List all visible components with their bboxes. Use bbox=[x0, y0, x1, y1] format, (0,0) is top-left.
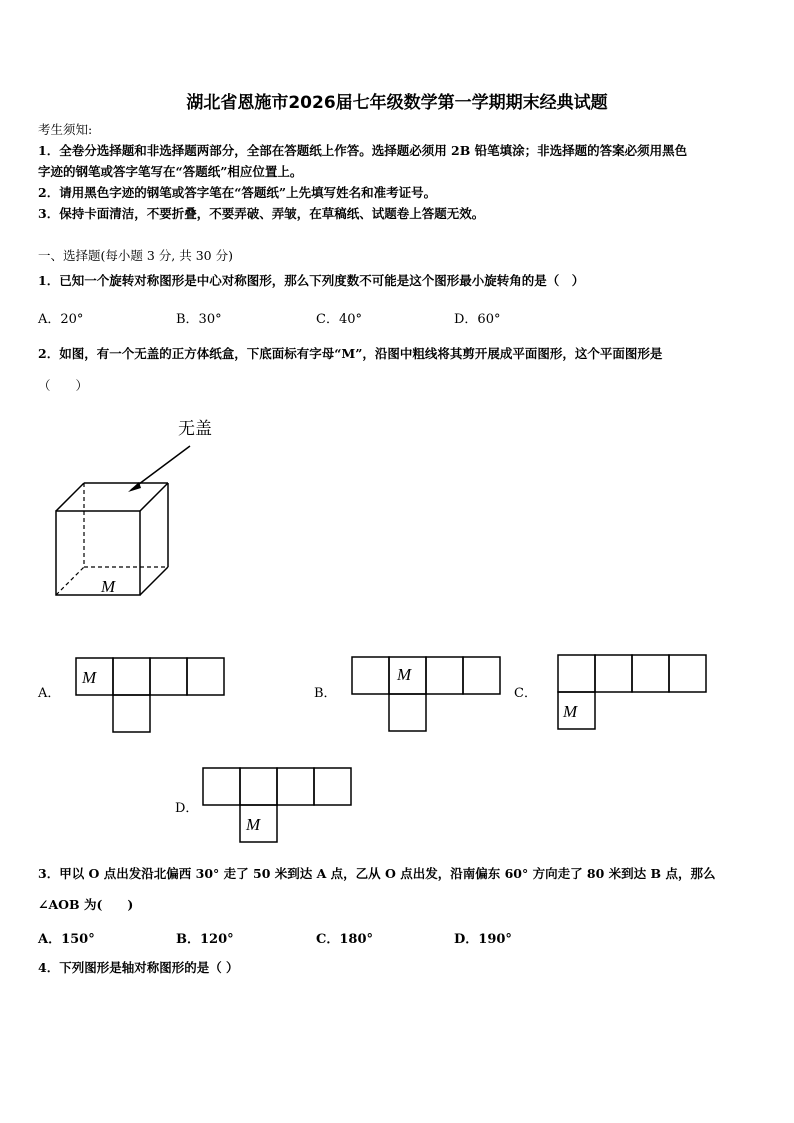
q2-option-a-letter: A． bbox=[38, 686, 61, 701]
cube-edge bbox=[140, 567, 168, 595]
net-m-label: M bbox=[82, 668, 97, 687]
net-cell bbox=[389, 694, 426, 731]
question-2-paren: （ ） bbox=[38, 378, 89, 393]
question-3-line-2: ∠AOB 为( ) bbox=[38, 897, 134, 912]
q1-option-c: C．40° bbox=[316, 312, 362, 327]
question-2-text: 2．如图，有一个无盖的正方体纸盒，下底面标有字母“M”，沿图中粗线将其剪开展成平面图形，这个平面图形是 bbox=[38, 346, 663, 361]
net-m-label: M bbox=[397, 665, 412, 684]
net-m-label: M bbox=[563, 702, 578, 721]
question-4-text: 4．下列图形是轴对称图形的是（ ） bbox=[38, 960, 239, 975]
notice-item-1-cont: 字迹的钢笔或答字笔写在“答题纸”相应位置上。 bbox=[38, 164, 303, 179]
net-cell bbox=[595, 655, 632, 692]
q2-option-d-letter: D． bbox=[175, 801, 199, 816]
q2-option-a-net bbox=[75, 657, 227, 737]
q3-option-d: D．190° bbox=[454, 932, 512, 947]
q2-option-b-letter: B． bbox=[314, 686, 337, 701]
q2-option-c-letter: C． bbox=[514, 686, 537, 701]
cube-edge bbox=[140, 483, 168, 511]
q2-option-b-net bbox=[351, 656, 503, 736]
question-1-text: 1．已知一个旋转对称图形是中心对称图形，那么下列度数不可能是这个图形最小旋转角的是（ ） bbox=[38, 273, 585, 288]
question-3-line-1: 3．甲以 O 点出发沿北偏西 30° 走了 50 米到达 A 点，乙从 O 点出发，沿南偏东 60° 方向走了 80 米到达 B 点，那么 bbox=[38, 866, 716, 881]
q1-option-a: A．20° bbox=[38, 312, 84, 327]
net-cell bbox=[632, 655, 669, 692]
net-cell bbox=[669, 655, 706, 692]
q3-option-a: A．150° bbox=[38, 932, 95, 947]
net-cell bbox=[187, 658, 224, 695]
q1-option-b: B．30° bbox=[176, 312, 222, 327]
net-cell bbox=[113, 695, 150, 732]
cube-hidden-edge bbox=[56, 567, 84, 595]
net-cell bbox=[277, 768, 314, 805]
no-lid-label: 无盖 bbox=[178, 419, 212, 439]
notice-item-3: 3．保持卡面清洁，不要折叠，不要弄破、弄皱，在草稿纸、试题卷上答题无效。 bbox=[38, 206, 485, 221]
net-cell bbox=[150, 658, 187, 695]
net-m-label: M bbox=[246, 815, 261, 834]
notice-item-1: 1．全卷分选择题和非选择题两部分，全部在答题纸上作答。选择题必须用 2B 铅笔填涂；非选择题的答案必须用黑色 bbox=[38, 143, 688, 158]
section-heading: 一、选择题(每小题 3 分, 共 30 分) bbox=[38, 248, 233, 263]
net-cell bbox=[240, 768, 277, 805]
notice-heading: 考生须知: bbox=[38, 122, 93, 137]
cube-m-label: M bbox=[101, 577, 116, 596]
notice-item-2: 2．请用黑色字迹的钢笔或答字笔在“答题纸”上先填写姓名和准考证号。 bbox=[38, 185, 437, 200]
page-title: 湖北省恩施市2026届七年级数学第一学期期末经典试题 bbox=[186, 93, 608, 113]
net-cell bbox=[463, 657, 500, 694]
net-cell bbox=[113, 658, 150, 695]
net-cell bbox=[314, 768, 351, 805]
q3-option-c: C．180° bbox=[316, 932, 373, 947]
q2-option-d-net bbox=[202, 767, 354, 847]
q2-option-c-net bbox=[557, 654, 709, 734]
q3-option-b: B．120° bbox=[176, 932, 234, 947]
net-cell bbox=[426, 657, 463, 694]
q1-option-d: D．60° bbox=[454, 312, 501, 327]
cube-edge bbox=[56, 483, 84, 511]
net-cell bbox=[558, 655, 595, 692]
net-cell bbox=[352, 657, 389, 694]
net-cell bbox=[203, 768, 240, 805]
